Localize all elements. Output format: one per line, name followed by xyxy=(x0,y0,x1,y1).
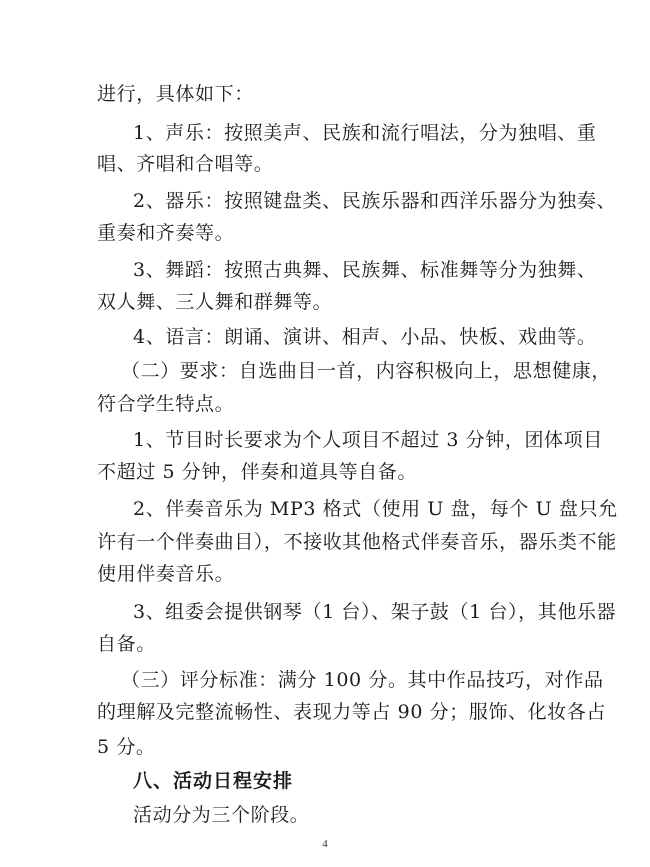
paragraph-line: 4、语言：朗诵、演讲、相声、小品、快板、戏曲等。 xyxy=(133,326,597,348)
paragraph-line: （三）评分标准：满分 100 分。其中作品技巧，对作品 xyxy=(121,669,604,691)
paragraph-line: 重奏和齐奏等。 xyxy=(97,222,235,244)
paragraph-line: 1、节目时长要求为个人项目不超过 3 分钟，团体项目 xyxy=(133,429,603,451)
paragraph-line: 的理解及完整流畅性、表现力等占 90 分；服饰、化妆各占 xyxy=(97,701,607,723)
paragraph-line: 双人舞、三人舞和群舞等。 xyxy=(97,291,333,313)
paragraph-line: 许有一个伴奏曲目），不接收其他格式伴奏音乐，器乐类不能 xyxy=(97,531,617,553)
paragraph-line: 活动分为三个阶段。 xyxy=(133,804,310,826)
paragraph-line: 2、伴奏音乐为 MP3 格式（使用 U 盘，每个 U 盘只允 xyxy=(133,498,618,520)
section-heading: 八、活动日程安排 xyxy=(133,770,294,792)
paragraph-line: 3、组委会提供钢琴（1 台）、架子鼓（1 台），其他乐器 xyxy=(133,601,617,623)
paragraph-line: 自备。 xyxy=(97,633,156,655)
paragraph-line: 使用伴奏音乐。 xyxy=(97,563,235,585)
paragraph-line: 不超过 5 分钟，伴奏和道具等自备。 xyxy=(97,461,417,483)
paragraph-line: 符合学生特点。 xyxy=(97,393,235,415)
paragraph-line: （二）要求：自选曲目一首，内容积极向上，思想健康， xyxy=(121,360,612,382)
paragraph-line: 1、声乐：按照美声、民族和流行唱法，分为独唱、重 xyxy=(133,122,597,144)
paragraph-line: 5 分。 xyxy=(97,736,156,758)
paragraph-line: 唱、齐唱和合唱等。 xyxy=(97,153,274,175)
paragraph-line: 进行，具体如下： xyxy=(97,83,254,105)
paragraph-line: 3、舞蹈：按照古典舞、民族舞、标准舞等分为独舞、 xyxy=(133,259,597,281)
paragraph-line: 2、器乐：按照键盘类、民族乐器和西洋乐器分为独奏、 xyxy=(133,190,617,212)
page-number: 4 xyxy=(322,838,328,850)
